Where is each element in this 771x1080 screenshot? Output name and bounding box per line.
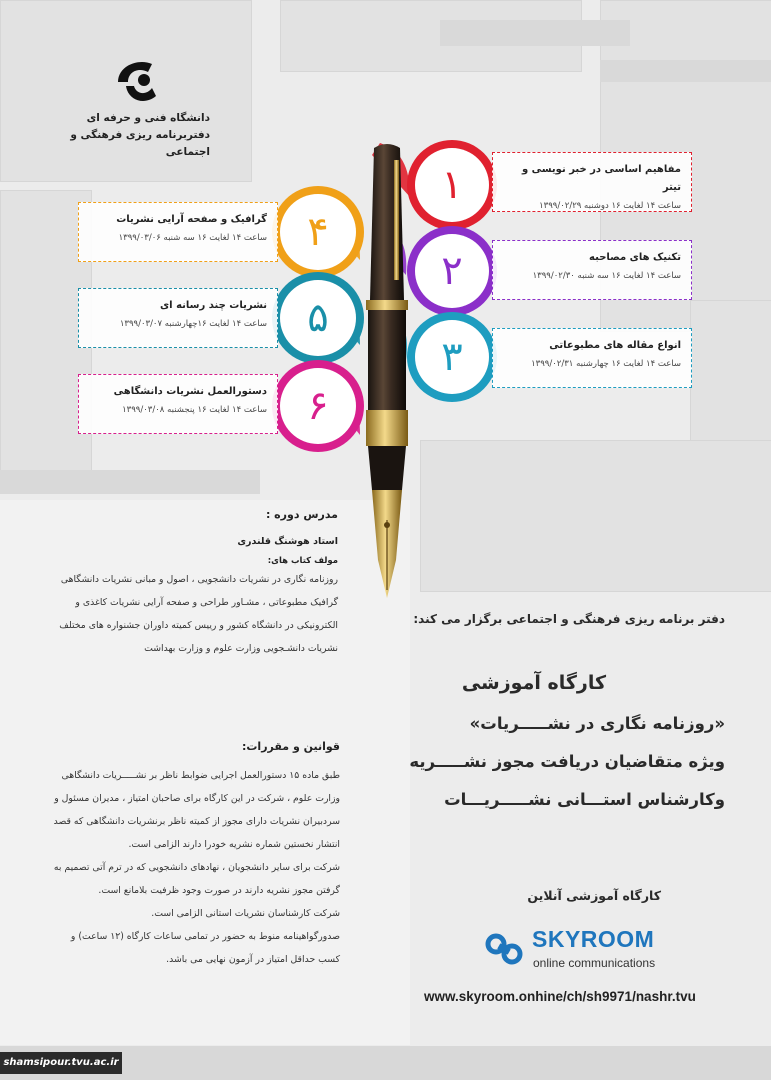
workshop-title: کارگاه آموزشی bbox=[461, 672, 606, 694]
session-6-title: دستورالعمل نشریات دانشگاهی bbox=[113, 386, 267, 397]
session-5-number: ۵ bbox=[280, 280, 356, 356]
session-6-card bbox=[78, 374, 278, 434]
university-name bbox=[60, 110, 210, 161]
workshop-line-3: وکارشناس استـــانی نشـــــریـــات bbox=[444, 790, 725, 809]
session-6-number: ۶ bbox=[280, 368, 356, 444]
rules-paragraph-2: شرکت برای سایر دانشجویان ، نهادهای دانشجویی که در ترم آتی تصمیم به گرفتن مجوز نشریه دارند در صورت وجود ظرفیت بلامانع است. bbox=[53, 862, 340, 896]
session-5-card bbox=[78, 288, 278, 348]
session-4-card bbox=[78, 202, 278, 262]
session-5-title: نشریات چند رسانه ای bbox=[160, 300, 267, 311]
website-tag[interactable]: shamsipour.tvu.ac.ir bbox=[0, 1052, 122, 1074]
session-3-number: ۳ bbox=[415, 320, 489, 394]
skyroom-tagline: online communications bbox=[533, 956, 656, 970]
instructor-bio: روزنامه نگاری در نشریات دانشجویی ، اصول و مبانی نشریات دانشگاهی گرافیک مطبوعاتی ، مشـاور طراحی و صفحه آرایی نشریات کاغذی و الکترونیکی در دانشگاه کشور و رییس کمیته داوران جشنواره های مختلف نشریات دانشـجویی وزارت علوم و وزارت بهداشت bbox=[59, 574, 338, 654]
session-4-number: ۴ bbox=[280, 194, 356, 270]
session-2-time: ساعت ۱۴ لغایت ۱۶ سه شنبه ۱۳۹۹/۰۲/۳۰ bbox=[532, 271, 681, 281]
university-line-2: دفتربرنامه ریزی فرهنگی و اجتماعی bbox=[70, 129, 210, 158]
skyroom-url-link[interactable]: www.skyroom.onhine/ch/sh9971/nashr.tvu bbox=[424, 989, 696, 1004]
session-3-title: انواع مقاله های مطبوعاتی bbox=[549, 340, 681, 351]
session-6-time: ساعت ۱۴ لغایت ۱۶ پنجشنبه ۱۳۹۹/۰۳/۰۸ bbox=[122, 405, 267, 415]
session-2-title: تکنیک های مصاحبه bbox=[589, 252, 681, 263]
instructor-name: استاد هوشنگ قلندری bbox=[237, 536, 338, 547]
session-1-card bbox=[492, 152, 692, 212]
session-4-title: گرافیک و صفحه آرایی نشریات bbox=[116, 214, 267, 225]
university-logo bbox=[108, 54, 164, 110]
session-2-number: ۲ bbox=[415, 234, 489, 308]
workshop-line-1: «روزنامه نگاری در نشـــــریات» bbox=[469, 714, 725, 733]
session-5-time: ساعت ۱۴ لغایت ۱۶چهارشنبه ۱۳۹۹/۰۳/۰۷ bbox=[119, 319, 267, 329]
fountain-pen-illustration bbox=[352, 140, 422, 605]
organizer-line: دفتر برنامه ریزی فرهنگی و اجتماعی برگزار می کند: bbox=[413, 612, 725, 626]
workshop-line-2: ویژه متقاضیان دریافت مجوز نشـــــریه bbox=[409, 752, 725, 771]
session-1-number: ۱ bbox=[415, 148, 489, 222]
skyroom-brand: SKYROOM bbox=[532, 926, 655, 952]
rules-paragraph-1: طبق ماده ۱۵ دستورالعمل اجرایی ضوابط ناظر بر نشـــــریات دانشگاهی وزارت علوم ، شرکت در این کارگاه برای صاحبان امتیاز ، مدیران مسئول و سردبیران نشریات دارای مجوز از کمیته ناظر برنشریات دانشگاهی که قصد انتشار نخستین شماره نشریه خودرا دارند الزامی است. bbox=[53, 770, 340, 850]
instructor-books-label: مولف کتاب های: bbox=[267, 556, 338, 566]
rules-paragraph-3: شرکت کارشناسان نشریات استانی الزامی است. bbox=[151, 908, 340, 919]
rules-text bbox=[50, 764, 340, 971]
session-2-card bbox=[492, 240, 692, 300]
instructor-heading: مدرس دوره : bbox=[265, 508, 338, 521]
session-1-time: ساعت ۱۴ لغایت ۱۶ دوشنبه ۱۳۹۹/۰۲/۲۹ bbox=[539, 201, 681, 211]
session-3-card bbox=[492, 328, 692, 388]
online-label: کارگاه آموزشی آنلاین bbox=[527, 888, 661, 903]
rules-heading: قوانین و مقررات: bbox=[241, 740, 340, 753]
session-4-time: ساعت ۱۴ لغایت ۱۶ سه شنبه ۱۳۹۹/۰۳/۰۶ bbox=[118, 233, 267, 243]
university-line-1: دانشگاه فنی و حرفه ای bbox=[86, 112, 210, 124]
session-1-title: مفاهیم اساسی در خبر نویسی و تیتر bbox=[521, 164, 681, 193]
skyroom-logo-icon bbox=[484, 932, 526, 968]
session-3-time: ساعت ۱۴ لغایت ۱۶ چهارشنبه ۱۳۹۹/۰۲/۳۱ bbox=[531, 359, 681, 369]
rules-paragraph-4: صدورگواهینامه منوط به حضور در تمامی ساعات کارگاه (۱۲ ساعت) و کسب حداقل امتیاز در آزمون نهایی می باشد. bbox=[70, 931, 340, 965]
